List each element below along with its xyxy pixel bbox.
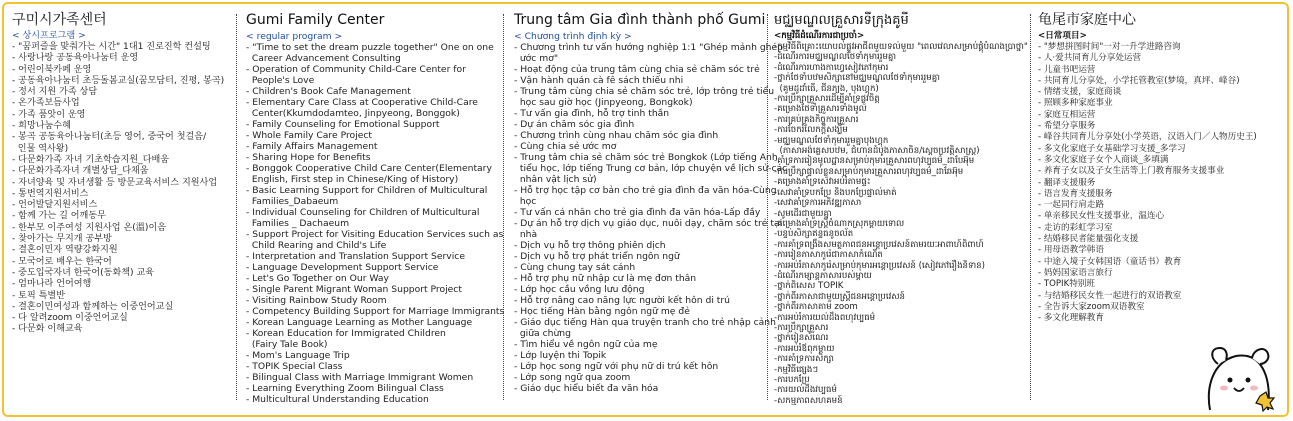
column-divider <box>767 14 768 400</box>
list-item: - Giáo dục tiếng Hàn qua truyện tranh cho trẻ nhập cảnh <box>514 317 776 328</box>
list-item: - 결혼이민자 역량강화지원 <box>12 245 118 256</box>
column-divider <box>236 14 237 400</box>
list-item: - Tư vấn cá nhân cho trẻ gia đình đa văn hóa-Lấp đầy <box>514 207 761 218</box>
list-item: - 다 알려zoom 이중언어교실 <box>12 313 128 324</box>
list-item: - 中途入境子女韩国语（童话书）教育 <box>1038 256 1182 267</box>
list-item: - 结婚移民者能量强化支援 <box>1038 234 1139 245</box>
list-item: - "꿈퍼즐을 맞춰가는 시간" 1대1 진로진학 컨설팅 <box>12 42 211 52</box>
list-item: ước mơ" <box>514 53 559 64</box>
list-item: - 한부모 이주여성 지원사업 온(溫)이음 <box>12 222 167 233</box>
list-item: (Fairy Tale Book) <box>246 339 328 350</box>
list-item: - Trung tâm chia sẻ chăm sóc trẻ Bongkok (Lớp tiếng Anh <box>514 152 778 163</box>
program-list <box>514 42 788 394</box>
list-item: - Let's Go Together on Our Way <box>246 273 389 284</box>
list-item: giữa chừng <box>514 328 571 339</box>
list-item: -ការប្រឹក្សាគ្រួសារដើម្បីគាំទ្រផ្លូវចិត្ត <box>774 94 880 105</box>
list-item: - Visiting Rainbow Study Room <box>246 295 387 306</box>
list-item: - Competency Building Support for Marriage Immigrants <box>246 306 505 317</box>
list-item: - 与结婚移民女性一起进行的双语教室 <box>1038 290 1182 301</box>
list-item: -ដំណើរកម្សាន្តភាសារបស់ម្តាយ <box>774 270 872 281</box>
list-item: - 정서 지원 가족 상담 <box>12 87 98 98</box>
list-item: -ការចែករំលែកក្តីសង្ឃឹម <box>774 125 848 136</box>
column-subtitle: < regular program > <box>246 31 343 42</box>
list-item: - 가족 품앗이 운영 <box>12 109 86 120</box>
column-vietnamese <box>514 12 788 394</box>
list-item: - 养育子女以及子女生活等上门教育服务支援事业 <box>1038 166 1225 177</box>
column-chinese <box>1038 12 1288 324</box>
list-item: - 통번역지원서비스 <box>12 188 89 199</box>
list-item: - Elementary Care Class at Cooperative Child-Care <box>246 97 478 108</box>
list-item: tiểu học, lớp tiếng Trung cơ bản, lớp chuyện về lịch sử-các <box>514 163 788 174</box>
list-item: English, First step in Chinese/King of History) <box>246 174 459 185</box>
column-title: មជ្ឈមណ្ឌលគ្រួសារទីក្រុងគូមី <box>774 13 909 28</box>
list-item: - 어린이북카페 운영 <box>12 64 92 75</box>
list-item: Career Advancement Consulting <box>246 53 401 64</box>
list-item: -សេវាគាំទ្របកប្រែ និងបកប្រែផ្ទាល់មាត់ <box>774 187 897 198</box>
program-list <box>246 42 505 405</box>
list-item: - 一起同行肩走路 <box>1038 200 1104 211</box>
list-item: - 照顾多种家庭事业 <box>1038 98 1113 109</box>
list-item: - Hỗ trợ phụ nữ nhập cư là mẹ đơn thân <box>514 273 697 284</box>
list-item: - Whole Family Care Project <box>246 130 372 141</box>
list-item: - 엄마나라 언어여행 <box>12 279 92 290</box>
list-item: - Tư vấn gia đình, hỗ trợ tinh thần <box>514 108 670 119</box>
column-title: 구미시가족센터 <box>12 12 107 28</box>
list-item: - Chương trình tư vấn hướng nghiệp 1:1 "Ghép mảnh ghép <box>514 42 783 53</box>
list-item: - Cùng chia sẻ ước mơ <box>514 141 617 152</box>
list-item: - Sharing Hope for Benefits <box>246 152 371 163</box>
list-item: - 多文化家庭子女基础学习支援_多学习 <box>1038 143 1186 154</box>
program-list <box>774 42 1028 406</box>
list-item: - Learning Everything Zoom Bilingual Class <box>246 383 444 394</box>
list-item: học <box>514 196 537 207</box>
list-item: Families _ Dachaeum <box>246 218 350 229</box>
list-item: - 情绪支援，家庭商谈 <box>1038 87 1122 98</box>
list-item: - 결혼이민여성과 함께하는 이중언어교실 <box>12 301 174 312</box>
list-item: - 走访的彩虹学习室 <box>1038 222 1113 233</box>
list-item: -កម្មវិធីផ្សេងៗ <box>774 364 819 375</box>
list-item: - 공동육아나눔터 초등돌봄교실(꿈모담터, 진평, 봉곡) <box>12 75 225 86</box>
list-item: 인물 역사왕) <box>12 143 69 154</box>
list-item: - Chương trình cùng nhau chăm sóc gia đình <box>514 130 719 141</box>
list-item: - 希望分享服务 <box>1038 121 1096 132</box>
list-item: -ការរៀនភាសាកូរ៉េជាភាសាកំណើត <box>774 250 883 261</box>
list-item: -ការគាំទ្រពង្រឹងសមត្ថភាពជនអន្តោប្រវេសន៍តាមរយៈអាពាហ៍ពិពាហ៍ <box>774 239 984 250</box>
list-item: - 语言发育支援服务 <box>1038 188 1113 199</box>
list-item: -ការអប់រំឪពុកម្តាយ <box>774 343 835 354</box>
list-item: -ការបកប្រែ <box>774 375 810 385</box>
list-item: Center(Kkumdodamteo, Jinpyeong, Bonggok) <box>246 108 460 119</box>
list-item: - Family Affairs Management <box>246 141 378 152</box>
list-item: - Dự án chăm sóc gia đình <box>514 119 635 130</box>
list-item: Child Rearing and Child's Life <box>246 240 387 251</box>
column-khmer <box>774 12 1028 406</box>
list-item: - Bilingual Class with Marriage Immigrant Women <box>246 372 474 383</box>
list-item: - Individual Counseling for Children of Multicultural <box>246 207 480 218</box>
list-item: Families_Dabaeum <box>246 196 339 207</box>
column-divider <box>1030 14 1031 400</box>
list-item: - 함께 가는 길 어깨동무 <box>12 211 106 222</box>
list-item: - 희망나눔수혜 <box>12 121 71 132</box>
list-item: - 翻译支援服务 <box>1038 177 1096 188</box>
list-item: - "Time to set the dream puzzle together" One on one <box>246 42 494 53</box>
list-item: -គាំទ្រការរៀនមូលដ្ឋានសម្រាប់កុមារគ្រួសារពហុវប្បធម៌_ដាបែអ៊ុម <box>774 156 975 167</box>
list-item: - 사랑나랑 공동육아나눔터 운영 <box>12 53 139 64</box>
column-divider <box>503 14 504 400</box>
column-subtitle: < Chương trình định kỳ > <box>514 31 632 42</box>
list-item: -ការអប់រំភាសាកូរ៉េសម្រាប់កុមារអន្តោប្រវេសន៍ (សៀវភៅរឿងនិទាន) <box>774 260 985 271</box>
list-item: -សេវាគាំទ្រការអភិវឌ្ឍភាសា <box>774 198 862 209</box>
list-item: -សកម្មភាពសហគមន៍ <box>774 395 843 406</box>
list-item: - 온가족보듬사업 <box>12 98 80 109</box>
mascot-illustration <box>1196 340 1280 412</box>
list-item: - 찾아가는 무지개 공부방 <box>12 234 112 245</box>
list-item: - 多文化家庭子女个人商谈_多填满 <box>1038 154 1169 165</box>
list-item: - Language Development Support Service <box>246 262 439 273</box>
list-item: -គម្រោងគាំទ្រស្ត្រីចំណាកស្រុកម្តាយទោល <box>774 218 905 229</box>
list-item: học sau giờ học (Jinpyeong, Bongkok) <box>514 97 693 108</box>
list-item: -ការប្រឹក្សាផ្ទាល់ខ្លួនសម្រាប់កុមារគ្រួសារពហុវប្បធម៌_ដាឆែអ៊ុម <box>774 166 964 177</box>
list-item: - 봉곡 공동육아나눔터(초등 영어, 중국어 첫걸음/ <box>12 132 207 143</box>
list-item: - Lớp luyện thi Topik <box>514 350 607 361</box>
list-item: - Tìm hiểu về ngôn ngữ của mẹ <box>514 339 658 350</box>
column-title: 龟尾市家庭中心 <box>1038 12 1136 28</box>
list-item: - 妈妈国家语言旅行 <box>1038 267 1113 278</box>
list-item: - Cùng chung tay sát cánh <box>514 262 636 273</box>
list-item: - 토픽 특별반 <box>12 290 65 301</box>
list-item: - 모국어로 배우는 한국어 <box>12 256 112 267</box>
list-item: - 人·爱共同育儿分享处运营 <box>1038 53 1142 64</box>
list-item: (ភាសាអង់គ្លេសបឋម, ជំហានដំបូងភាសាចិន/ស្តេចប្រវត្តិសាស្ត្រ) <box>774 146 980 157</box>
list-item: -ដំណើរការហាងកាហ្វេសៀវភៅកុមារ <box>774 62 889 73</box>
column-subtitle: <日常项目> <box>1038 31 1087 41</box>
list-item: - "梦想拼图时间"一对一升学进路咨询 <box>1038 42 1181 52</box>
list-item: -ថ្នាក់ពីរភាសាតាម zoom <box>774 302 858 313</box>
list-item: - 다문화 이해교육 <box>12 324 83 335</box>
list-item: (គូមដូដាំធើ, ជីនភ្យង, បុងហ្គុក) <box>774 83 879 94</box>
list-item: - Học tiếng Hàn bằng ngôn ngữ mẹ đẻ <box>514 306 690 317</box>
list-item: - 用母语教学韩语 <box>1038 245 1104 256</box>
list-item: - Interpretation and Translation Support Service <box>246 251 465 262</box>
list-item: nhân vật lịch sử) <box>514 174 597 185</box>
list-item: - Hỗ trợ học tập cơ bản cho trẻ gia đình đa văn hóa-Cùng <box>514 185 777 196</box>
list-item: - Support Project for Visiting Education Services such as <box>246 229 504 240</box>
column-subtitle: < 상시프로그램 > <box>12 31 86 41</box>
list-item: - Operation of Community Child-Care Center for <box>246 64 466 75</box>
list-item: - Multicultural Understanding Education <box>246 394 429 405</box>
column-title: Trung tâm Gia đình thành phố Gumi <box>514 12 766 28</box>
list-item: - Basic Learning Support for Children of Multicultural <box>246 185 488 196</box>
column-english <box>246 12 505 405</box>
list-item: -ការយល់ដឹងវប្បធម៌ <box>774 385 837 396</box>
list-item: - Dịch vụ hỗ trợ thông phiên dịch <box>514 240 666 251</box>
list-item: - 언어발달지원서비스 <box>12 200 98 211</box>
list-item: - Mom's Language Trip <box>246 350 350 361</box>
list-item: nhà <box>514 229 538 240</box>
list-item: - Single Parent Migrant Woman Support Project <box>246 284 462 295</box>
list-item: - 家庭互相运营 <box>1038 109 1096 120</box>
list-item: -ដំណើរការមជ្ឈមណ្ឌលថែទាំកុមាររួមគ្នា <box>774 52 897 63</box>
list-item: -ការប្រឹក្សាគ្រួសារ <box>774 322 829 333</box>
list-item: -គម្រោងគាំទ្រសេវាអប់រំតាមផ្ទះ <box>774 177 871 188</box>
column-subtitle: <កម្មវិធីដំណើរការជាប្រចាំ> <box>774 31 865 41</box>
list-item: - 다문화가족자녀 개별상담_다채움 <box>12 166 149 177</box>
list-item: - TOPIK Special Class <box>246 361 343 372</box>
list-item: -សូមដើរជាមួយគ្នា <box>774 208 832 219</box>
list-item: - 共同育儿分享处，小学托管教室(梦境，真坪、峰谷) <box>1038 75 1240 86</box>
list-item: - Korean Language Learning as Mother Language <box>246 317 473 328</box>
list-item: -ការអប់រំការយល់ដឹងពហុវប្បធម៌ <box>774 312 876 323</box>
list-item: - Hỗ trợ nâng cao năng lực người kết hôn di trú <box>514 295 730 306</box>
list-item: -ថ្នាក់ពិសេស TOPIK <box>774 281 844 292</box>
list-item: - 峰谷共同育儿分享处(小学英语，汉语入门／人物历史王) <box>1038 132 1257 143</box>
list-item: - Vận hành quán cà fê sách thiếu nhi <box>514 75 684 86</box>
list-item: - Lớp học song ngữ với phụ nữ di trú kết hôn <box>514 361 719 372</box>
column-title: Gumi Family Center <box>246 12 385 28</box>
list-item: -កម្មវិធីពិគ្រោះយោបល់ផ្លូវអាជីពមួយទល់មួយ "ពេលវេលាសម្រាប់ផ្គុំបំណងប្រាថ្នា" <box>774 42 1028 52</box>
list-item: -ការគ្រប់គ្រងកិច្ចការគ្រួសារ <box>774 114 859 125</box>
list-item: People's Love <box>246 75 315 86</box>
list-item: -ថ្នាក់រៀនសំណេរ <box>774 333 829 344</box>
list-item: -ថ្នាក់ពីរភាសាជាមួយស្ត្រីជនអន្តោប្រវេសន៍ <box>774 291 905 302</box>
list-item: -មជ្ឈមណ្ឌលថែទាំកុមាររួមគ្នាបុងហ្គុក <box>774 135 889 146</box>
list-item: - Hoạt động của trung tâm cùng chia sẻ chăm sóc trẻ <box>514 64 760 75</box>
list-item: - 全告诉大家zoom双语教室 <box>1038 301 1145 312</box>
list-item: - Children's Book Cafe Management <box>246 86 411 97</box>
list-item: - TOPIK特别班 <box>1038 279 1095 290</box>
list-item: - Trung tâm cùng chia sẻ chăm sóc trẻ, lớp trông trẻ tiểu <box>514 86 775 97</box>
list-item: - 多文化理解教育 <box>1038 313 1104 324</box>
list-item: - Lớp học cầu vồng lưu động <box>514 284 645 295</box>
list-item: -បន្ទប់សិក្សាឥន្ទធនូចល័ត <box>774 229 854 240</box>
list-item: - 다문화가족 자녀 기초학습지원_다배움 <box>12 154 170 165</box>
list-item: - 单亲移民女性支援事业，温连心 <box>1038 211 1165 222</box>
program-list <box>1038 42 1288 324</box>
list-item: - 자녀양육 및 자녀생활 등 방문교육서비스 지원사업 <box>12 177 218 188</box>
list-item: - Giáo dục hiểu biết đa văn hóa <box>514 383 659 394</box>
list-item: - Family Counseling for Emotional Support <box>246 119 440 130</box>
list-item: -គម្រោងថែទាំគ្រួសារទាំងមូល <box>774 104 867 115</box>
list-item: - Bonggok Cooperative Child Care Center(Elementary <box>246 163 492 174</box>
list-item: - Dịch vụ hỗ trợ phát triển ngôn ngữ <box>514 251 680 262</box>
list-item: - Korean Education for Immigrated Children <box>246 328 446 339</box>
program-list <box>12 42 232 336</box>
list-item: - Dự án hỗ trợ dịch vụ giáo dục, nuôi dạy, chăm sóc trẻ tại <box>514 218 783 229</box>
list-item: - 儿童书吧运营 <box>1038 64 1096 75</box>
list-item: - Lớp song ngữ qua zoom <box>514 372 631 383</box>
column-korean <box>12 12 232 336</box>
list-item: - 중도입국자녀 한국어(동화책) 교육 <box>12 267 155 278</box>
list-item: -ការគាំទ្រការសិក្សា <box>774 354 834 365</box>
list-item: -ថ្នាក់ថែទាំបឋមសិក្សានៅមជ្ឈមណ្ឌលថែទាំកុមាររួមគ្នា <box>774 73 940 84</box>
